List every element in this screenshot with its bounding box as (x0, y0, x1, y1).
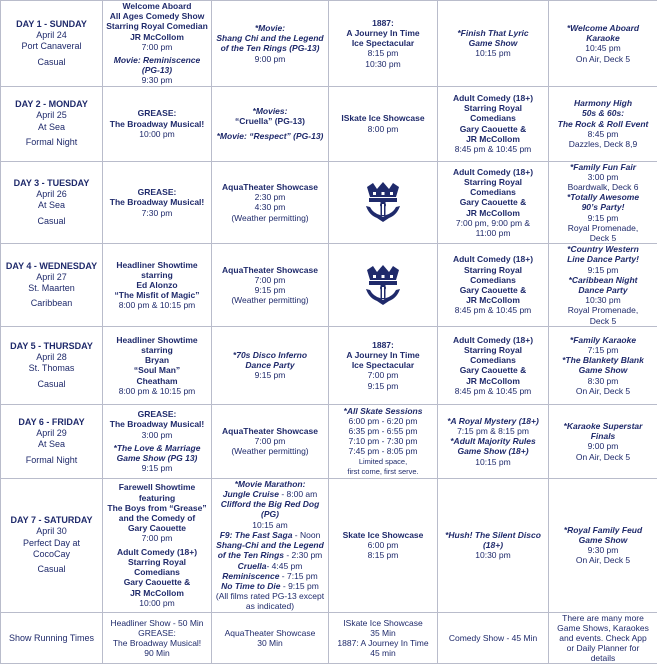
event-performer: Ed Alonzo (105, 280, 209, 290)
day-cell (1, 326, 103, 404)
info-note: or Daily Planner for (551, 643, 655, 653)
event-time: 10:00 pm (105, 598, 209, 608)
day-date: April 29 (3, 428, 100, 439)
event-title: GREASE: (105, 187, 209, 197)
weather-note: (Weather permitting) (214, 295, 326, 305)
rating-note: (All films rated PG-13 except (214, 591, 326, 601)
event-performer: Cheatham (105, 376, 209, 386)
event-time: 10:15 pm (440, 48, 546, 58)
event-title: Adult Comedy (18+) (440, 335, 546, 345)
day-cell (1, 161, 103, 244)
event-time: 10:00 pm (105, 129, 209, 139)
event-time: 9:00 pm (551, 441, 655, 451)
schedule-row-day6 (1, 404, 657, 478)
event-title: Game Show (18+) (440, 446, 546, 456)
event-time: 8:45 pm & 10:45 pm (440, 305, 546, 315)
event-time: 10:15 am (214, 520, 326, 530)
schedule-row-day4 (1, 244, 657, 327)
running-time: 90 Min (105, 648, 209, 658)
event-title: GREASE: (105, 409, 209, 419)
day-title: DAY 3 - TUESDAY (3, 178, 100, 189)
event-title: The Broadway Musical! (105, 197, 209, 207)
event-time: 8:45 pm (551, 129, 655, 139)
event-time: 6:00 pm (331, 540, 435, 550)
event-venue: Boardwalk, Deck 6 (551, 182, 655, 192)
show-cell (103, 86, 212, 161)
event-title: Starring Royal Comedians (440, 103, 546, 123)
running-time: 1887: A Journey In Time (331, 638, 435, 648)
day-dress-code: Formal Night (3, 137, 100, 148)
running-time-cell (103, 612, 212, 663)
day-cell (1, 244, 103, 327)
event-title: 1887: (331, 18, 435, 28)
day-title: DAY 1 - SUNDAY (3, 19, 100, 30)
show-cell (329, 478, 438, 612)
show-cell (212, 326, 329, 404)
event-title: *Totally Awesome (551, 192, 655, 202)
show-cell (103, 161, 212, 244)
show-cell (103, 1, 212, 87)
event-time: 7:15 pm & 8:15 pm (440, 426, 546, 436)
event-performer: JR McCollom (440, 134, 546, 144)
session-time: 6:00 pm - 6:20 pm (331, 416, 435, 426)
running-time: Comedy Show - 45 Min (440, 633, 546, 643)
event-title: *Family Karaoke (551, 335, 655, 345)
event-title: Shang Chi and the Legend (214, 33, 326, 43)
event-performer: Gary Caouette & (440, 365, 546, 375)
event-title: 50s & 60s: (551, 108, 655, 118)
event-performer: Gary Caouette (105, 523, 209, 533)
event-title: *Karaoke Superstar (551, 421, 655, 431)
day-date: April 26 (3, 189, 100, 200)
event-performer: Gary Caouette & (440, 124, 546, 134)
show-cell (549, 1, 657, 87)
event-title: *Caribbean Night (551, 275, 655, 285)
movie-rating: (PG-13) (105, 65, 209, 75)
event-time: 8:15 pm (331, 48, 435, 58)
event-title: The Boys from “Grease” (105, 503, 209, 513)
running-time: ISkate Ice Showcase (331, 618, 435, 628)
event-title: Ice Spectacular (331, 360, 435, 370)
day-title: DAY 2 - MONDAY (3, 99, 100, 110)
show-cell (438, 161, 549, 244)
show-cell (438, 326, 549, 404)
event-time: 8:00 pm & 10:15 pm (105, 300, 209, 310)
event-time: 8:15 pm (331, 550, 435, 560)
session-time: 6:35 pm - 6:55 pm (331, 426, 435, 436)
event-title: Headliner Showtime (105, 260, 209, 270)
event-title: The Rock & Roll Event (551, 119, 655, 129)
event-time: 9:15 pm (331, 381, 435, 391)
running-time: 30 Min (214, 638, 326, 648)
event-title: 1887: (331, 340, 435, 350)
schedule-row-day1 (1, 1, 657, 87)
event-title: A Journey In Time (331, 350, 435, 360)
schedule-row-day3 (1, 161, 657, 244)
event-time: 7:00 pm (105, 533, 209, 543)
running-time: 35 Min (331, 628, 435, 638)
event-time: 8:00 pm & 10:15 pm (105, 386, 209, 396)
show-cell (549, 404, 657, 478)
event-time: 9:15 pm (551, 265, 655, 275)
event-title: starring (105, 345, 209, 355)
day-date: April 30 (3, 526, 100, 537)
event-title: Comedians (105, 567, 209, 577)
event-time: - 7:15 pm (279, 571, 317, 581)
show-cell (438, 244, 549, 327)
show-cell (438, 404, 549, 478)
day-port: At Sea (3, 122, 100, 133)
event-time: 10:30 pm (551, 295, 655, 305)
event-title: Adult Comedy (18+) (440, 93, 546, 103)
event-title: *Adult Majority Rules (440, 436, 546, 446)
event-title: Karaoke (551, 33, 655, 43)
event-time: 7:00 pm (214, 275, 326, 285)
event-time: 8:45 pm & 10:45 pm (440, 386, 546, 396)
event-time: 11:00 pm (440, 228, 546, 238)
info-note: and events. Check App (551, 633, 655, 643)
running-time-cell (438, 612, 549, 663)
event-title: *Royal Family Feud (551, 525, 655, 535)
event-title: *Movie Marathon: (214, 479, 326, 489)
schedule-row-day2 (1, 86, 657, 161)
event-title: Starring Royal Comedians (440, 345, 546, 365)
event-performer: “The Misfit of Magic” (105, 290, 209, 300)
weather-note: (Weather permitting) (214, 213, 326, 223)
event-title: Farewell Showtime (105, 482, 209, 492)
schedule-row-day5 (1, 326, 657, 404)
day-dress-code: Casual (3, 564, 100, 575)
event-title: Dance Party (214, 360, 326, 370)
running-time-cell (329, 612, 438, 663)
event-title: of the Ten Rings (PG-13) (214, 43, 326, 53)
event-time: 7:00 pm (331, 370, 435, 380)
event-performer: Gary Caouette & (440, 197, 546, 207)
logo-cell (329, 161, 438, 244)
event-title: Adult Comedy (18+) (440, 167, 546, 177)
day-title: DAY 6 - FRIDAY (3, 417, 100, 428)
event-title: The Broadway Musical! (105, 419, 209, 429)
event-title: All Ages Comedy Show (105, 11, 209, 21)
day-port: CocoCay (3, 549, 100, 560)
event-title: Ice Spectacular (331, 38, 435, 48)
event-title: Welcome Aboard (105, 1, 209, 11)
event-time: 3:00 pm (105, 430, 209, 440)
running-time: AquaTheater Showcase (214, 628, 326, 638)
show-cell (103, 478, 212, 612)
info-note: Game Shows, Karaokes (551, 623, 655, 633)
event-title: *Movies: (214, 106, 326, 116)
event-title: Adult Comedy (18+) (105, 547, 209, 557)
event-title: GREASE: (105, 108, 209, 118)
event-title: AquaTheater Showcase (214, 182, 326, 192)
event-time: 7:00 pm (214, 436, 326, 446)
running-times-label: Show Running Times (1, 612, 103, 663)
event-time: 9:30 pm (105, 75, 209, 85)
day-cell (1, 1, 103, 87)
day-date: April 27 (3, 272, 100, 283)
day-dress-code: Casual (3, 379, 100, 390)
day-port: St. Thomas (3, 363, 100, 374)
session-time: 7:45 pm - 8:05 pm (331, 446, 435, 456)
event-time: 10:30 pm (440, 550, 546, 560)
event-venue: Royal Promenade, (551, 305, 655, 315)
day-port: Perfect Day at (3, 538, 100, 549)
event-title: *Welcome Aboard (551, 23, 655, 33)
event-venue: Royal Promenade, (551, 223, 655, 233)
weather-note: (Weather permitting) (214, 446, 326, 456)
running-time: Headliner Show - 50 Min (105, 618, 209, 628)
day-date: April 28 (3, 352, 100, 363)
event-venue: On Air, Deck 5 (551, 555, 655, 565)
event-title: Headliner Showtime (105, 335, 209, 345)
event-title: Line Dance Party! (551, 254, 655, 264)
show-cell (103, 244, 212, 327)
movie-title: Shang-Chi and the Legend (214, 540, 326, 550)
show-cell (329, 404, 438, 478)
event-time: 7:30 pm (105, 208, 209, 218)
event-time: 10:30 pm (331, 59, 435, 69)
day-port: St. Maarten (3, 283, 100, 294)
show-cell (549, 244, 657, 327)
event-time: 7:00 pm, 9:00 pm & (440, 218, 546, 228)
event-title: A Journey In Time (331, 28, 435, 38)
event-time: - 4:45 pm (266, 561, 302, 571)
day-cell (1, 478, 103, 612)
logo-cell (329, 244, 438, 327)
event-venue: Deck 5 (551, 233, 655, 243)
movie-title: “Cruella” (PG-13) (214, 116, 326, 126)
event-time: - 8:00 am (279, 489, 317, 499)
event-title: The Broadway Musical! (105, 119, 209, 129)
event-performer: Gary Caouette & (105, 577, 209, 587)
event-time: 4:30 pm (214, 202, 326, 212)
event-title: *The Love & Marriage (105, 443, 209, 453)
event-title: *Finish That Lyric (440, 28, 546, 38)
day-title: DAY 7 - SATURDAY (3, 515, 100, 526)
movie-title: Clifford the Big Red Dog (214, 499, 326, 509)
event-time: 10:15 pm (440, 457, 546, 467)
show-cell (103, 326, 212, 404)
event-performer: Bryan (105, 355, 209, 365)
event-venue: On Air, Deck 5 (551, 386, 655, 396)
show-cell (438, 86, 549, 161)
show-cell (212, 244, 329, 327)
show-cell (329, 86, 438, 161)
event-time: 9:30 pm (551, 545, 655, 555)
show-cell (212, 1, 329, 87)
event-title: Starring Royal Comedians (440, 265, 546, 285)
event-title: ISkate Ice Showcase (331, 113, 435, 123)
event-time: 3:00 pm (551, 172, 655, 182)
show-cell (549, 161, 657, 244)
day-date: April 25 (3, 110, 100, 121)
show-cell (329, 1, 438, 87)
event-time: 10:45 pm (551, 43, 655, 53)
event-performer: JR McCollom (440, 208, 546, 218)
running-time-cell (212, 612, 329, 663)
session-note: first come, first serve. (331, 467, 435, 477)
day-cell (1, 86, 103, 161)
movie-title: of the Ten Rings (218, 550, 284, 560)
event-performer: Gary Caouette & (440, 285, 546, 295)
event-title: Game Show (551, 535, 655, 545)
event-title: Game Show (440, 38, 546, 48)
event-venue: Deck 5 (551, 316, 655, 326)
event-time: 7:15 pm (551, 345, 655, 355)
event-title: Starring Royal (105, 557, 209, 567)
event-performer: JR McCollom (440, 376, 546, 386)
movie-title: Jungle Cruise (223, 489, 279, 499)
event-title: and the Comedy of (105, 513, 209, 523)
movie-title: Reminiscence (222, 571, 279, 581)
show-cell (549, 86, 657, 161)
day-dress-code: Casual (3, 57, 100, 68)
running-times-row (1, 612, 657, 663)
event-performer: JR McCollom (440, 295, 546, 305)
event-time: - 2:30 pm (284, 550, 322, 560)
event-title: *70s Disco Inferno (214, 350, 326, 360)
movie-title: Movie: Reminiscence (105, 55, 209, 65)
event-title: *Movie: (214, 23, 326, 33)
event-venue: On Air, Deck 5 (551, 452, 655, 462)
event-title: Starring Royal Comedians (440, 177, 546, 197)
event-title: Adult Comedy (18+) (440, 254, 546, 264)
show-cell (212, 478, 329, 612)
event-title: Harmony High (551, 98, 655, 108)
event-title: Game Show (PG 13) (105, 453, 209, 463)
movie-title: No Time to Die (221, 581, 280, 591)
event-title: *All Skate Sessions (331, 406, 435, 416)
event-title: *Family Fun Fair (551, 162, 655, 172)
show-cell (438, 478, 549, 612)
movie-title: F9: The Fast Saga (220, 530, 293, 540)
event-venue: Dazzles, Deck 8,9 (551, 139, 655, 149)
event-title: Starring Royal Comedian (105, 21, 209, 31)
running-time-cell (549, 612, 657, 663)
schedule-row-day7 (1, 478, 657, 612)
event-title: featuring (105, 493, 209, 503)
crown-anchor-logo (363, 181, 403, 223)
event-time: 9:15 pm (105, 463, 209, 473)
event-time: 9:15 pm (551, 213, 655, 223)
event-title: 90’s Party! (551, 202, 655, 212)
session-time: 7:10 pm - 7:30 pm (331, 436, 435, 446)
day-date: April 24 (3, 30, 100, 41)
event-title: *Country Western (551, 244, 655, 254)
running-time: 45 min (331, 648, 435, 658)
event-title: *The Blankety Blank (551, 355, 655, 365)
event-title: Dance Party (551, 285, 655, 295)
event-time: 7:00 pm (105, 42, 209, 52)
show-cell (212, 404, 329, 478)
day-cell (1, 404, 103, 478)
event-title: Game Show (551, 365, 655, 375)
day-port: At Sea (3, 439, 100, 450)
running-time: GREASE: (105, 628, 209, 638)
show-cell (549, 326, 657, 404)
running-time: The Broadway Musical! (105, 638, 209, 648)
event-performer: “Soul Man” (105, 365, 209, 375)
show-cell (212, 161, 329, 244)
event-time: 8:00 pm (331, 124, 435, 134)
day-dress-code: Casual (3, 216, 100, 227)
session-note: Limited space, (331, 457, 435, 467)
event-title: *Hush! The Silent Disco (440, 530, 546, 540)
event-time: - 9:15 pm (281, 581, 319, 591)
show-cell (438, 1, 549, 87)
event-title: *A Royal Mystery (18+) (440, 416, 546, 426)
event-title: (18+) (440, 540, 546, 550)
show-cell (212, 86, 329, 161)
event-time: 2:30 pm (214, 192, 326, 202)
day-port: Port Canaveral (3, 41, 100, 52)
event-venue: On Air, Deck 5 (551, 54, 655, 64)
event-title: Skate Ice Showcase (331, 530, 435, 540)
day-port: At Sea (3, 200, 100, 211)
day-title: DAY 5 - THURSDAY (3, 341, 100, 352)
event-time: 9:00 pm (214, 54, 326, 64)
day-dress-code: Formal Night (3, 455, 100, 466)
event-title: AquaTheater Showcase (214, 265, 326, 275)
movie-title: *Movie: “Respect” (PG-13) (214, 131, 326, 141)
event-time: - Noon (292, 530, 320, 540)
event-time: 8:45 pm & 10:45 pm (440, 144, 546, 154)
day-title: DAY 4 - WEDNESDAY (3, 261, 100, 272)
crown-anchor-logo (363, 264, 403, 306)
event-title: Finals (551, 431, 655, 441)
event-title: starring (105, 270, 209, 280)
movie-rating: (PG) (261, 509, 279, 519)
movie-title: Cruella (238, 561, 267, 571)
info-note: details (551, 653, 655, 663)
show-cell (103, 404, 212, 478)
info-note: There are many more (551, 613, 655, 623)
event-performer: JR McCollom (105, 32, 209, 42)
event-performer: JR McCollom (105, 588, 209, 598)
event-title: AquaTheater Showcase (214, 426, 326, 436)
event-time: 8:30 pm (551, 376, 655, 386)
show-cell (549, 478, 657, 612)
show-cell (329, 326, 438, 404)
event-time: 9:15 pm (214, 285, 326, 295)
day-dress-code: Caribbean (3, 298, 100, 309)
event-time: 9:15 pm (214, 370, 326, 380)
rating-note: as indicated) (214, 601, 326, 611)
